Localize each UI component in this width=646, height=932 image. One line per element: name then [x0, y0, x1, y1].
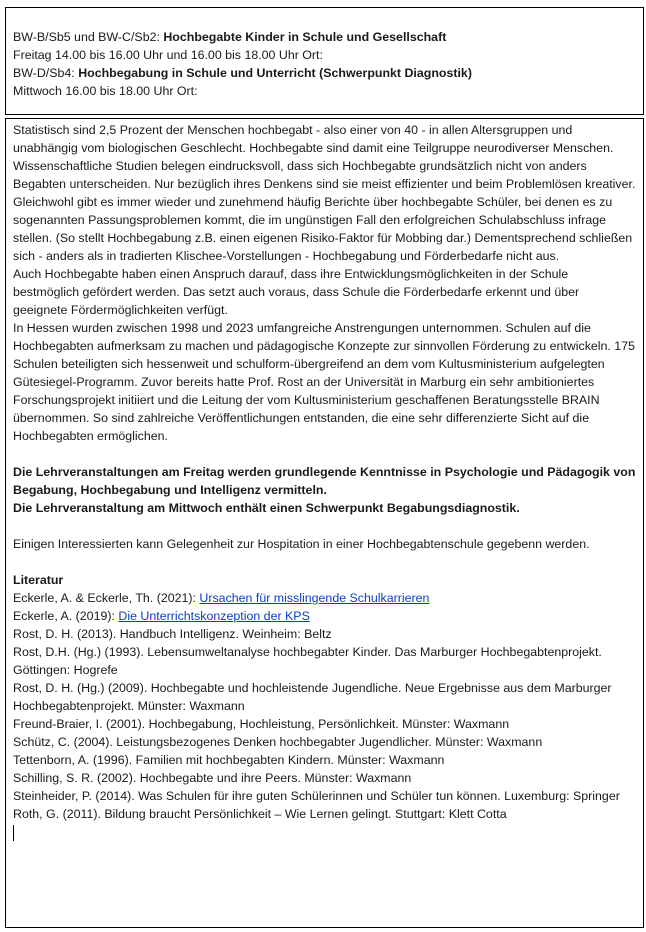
literature-list [13, 589, 636, 823]
paragraph-rights: Auch Hochbegabte haben einen Anspruch darauf, dass ihre Entwicklungsmöglichkeiten in der Schule bestmöglich gefördert werden. Das setzt auch voraus, dass Schule die Förderbedarfe erkennt und über geeignete Fördermöglichkeiten verfügt. [13, 267, 580, 317]
literature-entry: Eckerle, A. (2019): Die Unterrichtskonzeption der KPS [13, 609, 310, 623]
course-codes-2: BW-D/Sb4: [13, 66, 79, 80]
literature-entry: Rost, D. H. (2013). Handbuch Intelligenz. Weinheim: Beltz [13, 627, 332, 641]
bold-wednesday-note: Die Lehrveranstaltung am Mittwoch enthält einen Schwerpunkt Begabungsdiagnostik. [13, 501, 520, 515]
course-title-1: Hochbegabte Kinder in Schule und Gesellschaft [163, 30, 447, 44]
literature-heading: Literatur [13, 573, 64, 587]
course-schedule-2: Mittwoch 16.00 bis 18.00 Uhr Ort: [13, 84, 198, 98]
literature-entry: Roth, G. (2011). Bildung braucht Persönlichkeit – Wie Lernen gelingt. Stuttgart: Klett Cotta [13, 807, 507, 821]
course-description-box [5, 118, 644, 928]
text-cursor-caret [13, 825, 14, 841]
course-schedule-1: Freitag 14.00 bis 16.00 Uhr und 16.00 bis 18.00 Uhr Ort: [13, 48, 323, 62]
course-codes-1: BW-B/Sb5 und BW-C/Sb2: [13, 30, 164, 44]
paragraph-hessen: In Hessen wurden zwischen 1998 und 2023 umfangreiche Anstrengungen unternommen. Schulen auf die Hochbegabten aufmerksam zu machen und pädagogische Konzepte zur sinnvollen Förderung zu entwickeln. 175 Schulen beteiligten sich hessenweit und schulform-übergreifend an dem vom Kultusministerium aufgelegten Gütesiegel-Programm. Zuvor bereits hatte Prof. Rost an der Universität in Marburg ein sehr ambitioniertes Forschungsprojekt initiiert und die Leitung der vom Kultusministerium geschaffenen Beratungsstelle BRAIN übernommen. So sind zahlreiche Veröffentlichungen entstanden, die eine sehr differenzierte Sicht auf die Hochbegabten ermöglichen. [13, 321, 635, 443]
literature-entry: Schütz, C. (2004). Leistungsbezogenes Denken hochbegabter Jugendlicher. Münster: Waxmann [13, 735, 543, 749]
literature-link-kps[interactable]: Die Unterrichtskonzeption der KPS [118, 609, 310, 623]
bold-friday-note: Die Lehrveranstaltungen am Freitag werden grundlegende Kenntnisse in Psychologie und Pädagogik von Begabung, Hochbegabung und Intelligenz vermitteln. [13, 465, 636, 497]
course-title-2: Hochbegabung in Schule und Unterricht (Schwerpunkt Diagnostik) [78, 66, 472, 80]
literature-link-schulkarrieren[interactable]: Ursachen für misslingende Schulkarrieren [199, 591, 430, 605]
course-header-box [5, 7, 644, 115]
literature-entry: Eckerle, A. & Eckerle, Th. (2021): Ursachen für misslingende Schulkarrieren [13, 591, 430, 605]
literature-entry: Steinheider, P. (2014). Was Schulen für ihre guten Schülerinnen und Schüler tun können. Luxemburg: Springer [13, 789, 620, 803]
literature-entry: Rost, D. H. (Hg.) (2009). Hochbegabte und hochleistende Jugendliche. Neue Ergebnisse aus dem Marburger Hochbegabtenprojekt. Münster: Waxmann [13, 681, 612, 713]
literature-entry: Freund-Braier, I. (2001). Hochbegabung, Hochleistung, Persönlichkeit. Münster: Waxmann [13, 717, 510, 731]
literature-entry: Rost, D.H. (Hg.) (1993). Lebensumweltanalyse hochbegabter Kinder. Das Marburger Hochbegabtenprojekt. Göttingen: Hogrefe [13, 645, 602, 677]
text-cursor[interactable] [13, 823, 636, 841]
literature-entry: Tettenborn, A. (1996). Familien mit hochbegabten Kindern. Münster: Waxmann [13, 753, 445, 767]
literature-entry: Schilling, S. R. (2002). Hochbegabte und ihre Peers. Münster: Waxmann [13, 771, 412, 785]
paragraph-problems: Gleichwohl gibt es immer wieder und zunehmend häufig Berichte über hochbegabte Schüler, bei denen es zu sogenannten Passungsproblemen kommt, die im ungünstigen Fall den erfolgreichen Schulabschluss infrage stellen. (So stellt Hochbegabung z.B. einen eigenen Risiko-Faktor für Mobbing dar.) Dementsprechend schließen sich - anders als in tradierten Klischee-Vorstellungen - Hochbegabung und Förderbedarfe nicht aus. [13, 195, 633, 263]
course-line-2 [13, 64, 636, 82]
paragraph-studies: Wissenschaftliche Studien belegen eindrucksvoll, dass sich Hochbegabte grundsätzlich nicht von anders Begabten unterscheiden. Nur bezüglich ihres Denkens sind sie meist effizienter und beim Problemlösen kreativer. [13, 159, 636, 191]
hospitation-note: Einigen Interessierten kann Gelegenheit zur Hospitation in einer Hochbegabtenschule gegebenn werden. [13, 537, 590, 551]
course-line-1 [13, 28, 636, 46]
paragraph-statistics: Statistisch sind 2,5 Prozent der Menschen hochbegabt - also einer von 40 - in allen Altersgruppen und unabhängig vom biologischen Geschlecht. Hochbegabte sind damit eine Teilgruppe neurodiverser Menschen. [13, 123, 614, 155]
